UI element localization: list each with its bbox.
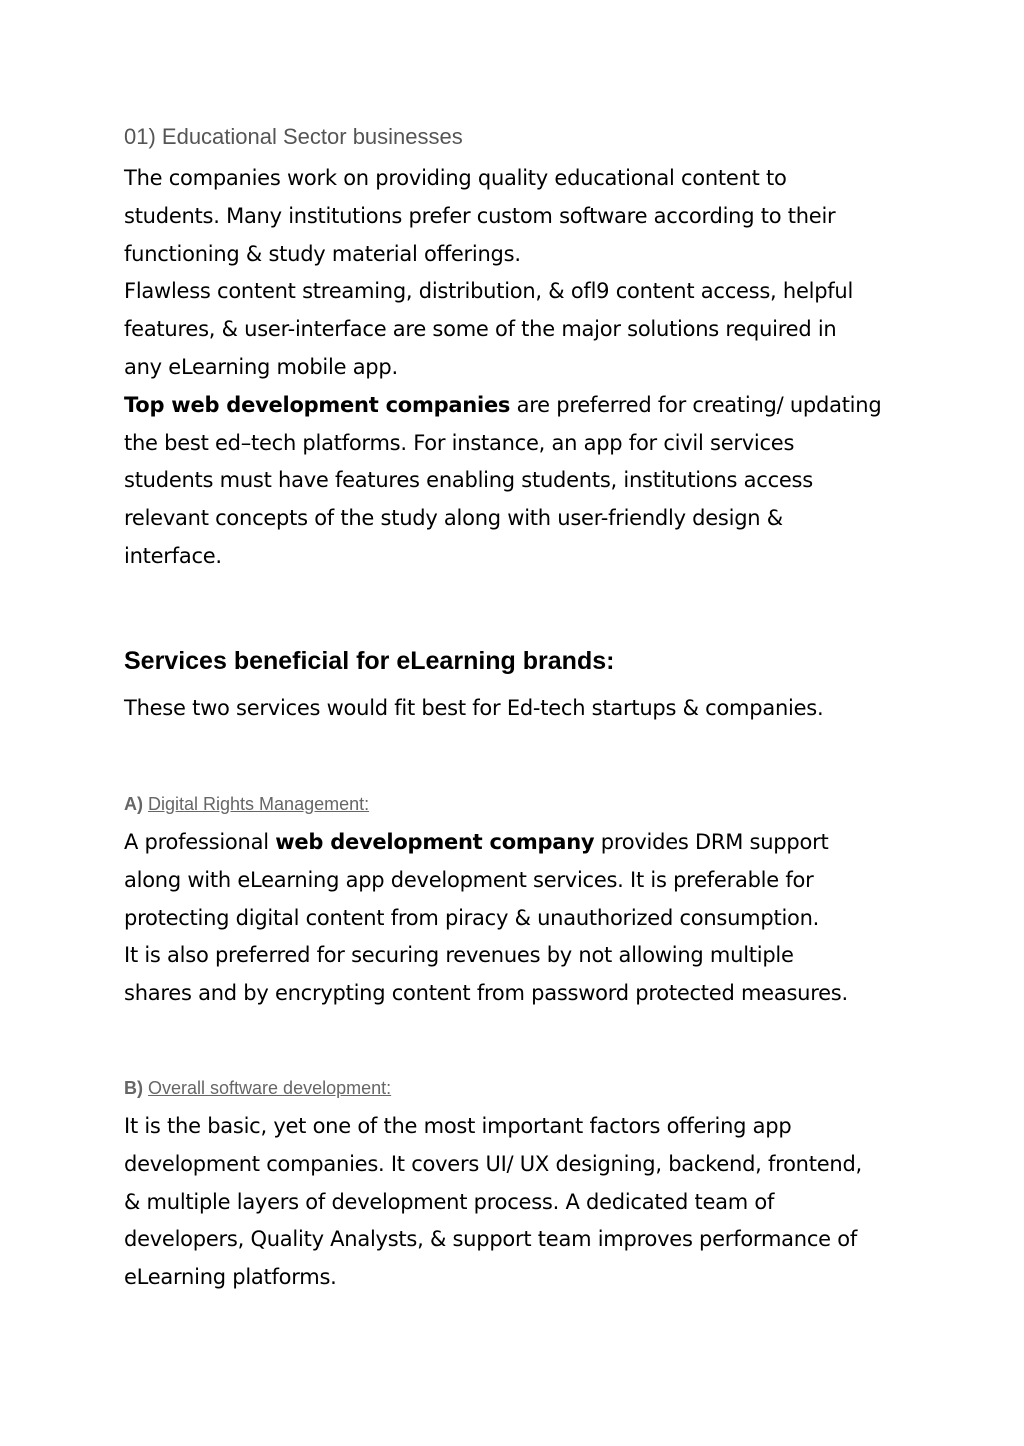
text-line: along with eLearning app development services. It is preferable for: [124, 867, 814, 892]
bold-phrase: web development company: [275, 830, 595, 854]
paragraph-service-a: [124, 824, 899, 1013]
text-line: features, & user-interface are some of the major solutions required in: [124, 317, 837, 342]
text-line: functioning & study material offerings.: [124, 241, 521, 266]
paragraph-services-intro: [124, 690, 899, 728]
text-line: eLearning platforms.: [124, 1265, 337, 1290]
text-line: developers, Quality Analysts, & support team improves performance of: [124, 1227, 857, 1252]
text-fragment: provides DRM support: [594, 830, 829, 854]
section-heading: Services beneficial for eLearning brands:: [124, 647, 615, 675]
service-letter: A): [124, 794, 143, 814]
service-b-link[interactable]: Overall software development:: [148, 1078, 392, 1098]
text-line: the best ed–tech platforms. For instance, an app for civil services: [124, 430, 795, 455]
text-line: shares and by encrypting content from password protected measures.: [124, 981, 848, 1006]
text-line: students. Many institutions prefer custom software according to their: [124, 203, 836, 228]
section-label-educational: 01) Educational Sector businesses: [124, 124, 463, 149]
text-line: [124, 387, 899, 425]
text-line: any eLearning mobile app.: [124, 354, 398, 379]
text-fragment: are preferred for creating/ updating: [510, 392, 882, 417]
text-fragment: A professional: [124, 830, 276, 854]
service-a-label: [124, 794, 369, 815]
text-line: Flawless content streaming, distribution, & ofl9 content access, helpful: [124, 279, 854, 304]
text-line: students must have features enabling students, institutions access: [124, 468, 813, 493]
bold-phrase: Top web development companies: [124, 392, 511, 417]
text-line: interface.: [124, 543, 222, 568]
text-line: & multiple layers of development process. A dedicated team of: [124, 1189, 775, 1214]
paragraph-intro: [124, 160, 899, 576]
service-b-label: [124, 1078, 391, 1099]
text-line: These two services would fit best for Ed-tech startups & companies.: [124, 696, 824, 720]
text-line: The companies work on providing quality educational content to: [124, 166, 787, 190]
text-line: relevant concepts of the study along with user-friendly design &: [124, 506, 783, 531]
text-line: protecting digital content from piracy & unauthorized consumption.: [124, 905, 820, 930]
text-line: [124, 824, 899, 862]
service-letter: B): [124, 1078, 143, 1098]
paragraph-service-b: [124, 1108, 899, 1297]
text-line: It is also preferred for securing revenues by not allowing multiple: [124, 943, 794, 968]
text-line: development companies. It covers UI/ UX designing, backend, frontend,: [124, 1151, 862, 1176]
text-line: It is the basic, yet one of the most important factors offering app: [124, 1114, 792, 1138]
service-a-link[interactable]: Digital Rights Management:: [148, 794, 370, 814]
